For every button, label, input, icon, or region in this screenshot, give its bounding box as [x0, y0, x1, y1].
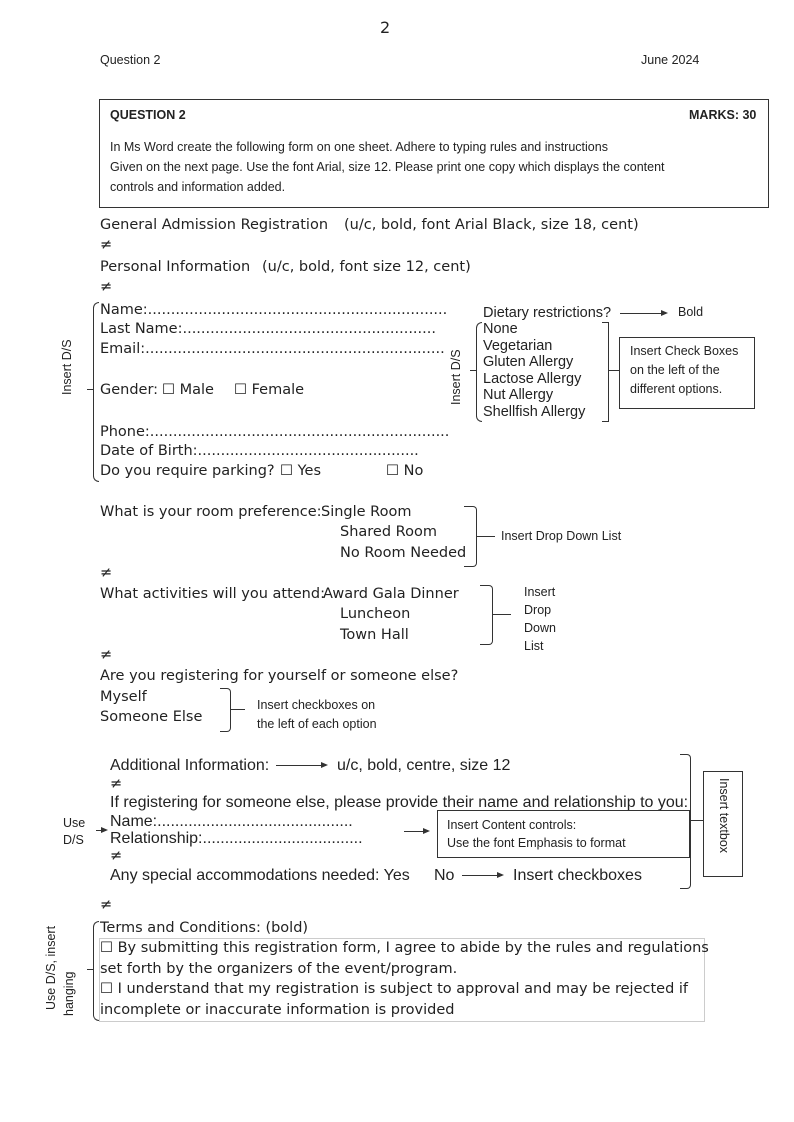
dietary-left-bracket: [476, 322, 482, 422]
accommodations-question: Any special accommodations needed: Yes: [110, 867, 410, 884]
dietary-note-line: Insert Check Boxes: [630, 344, 739, 358]
someone-else-question: If registering for someone else, please provide their name and relationship to you:: [110, 794, 689, 811]
room-note: Insert Drop Down List: [501, 529, 622, 543]
register-note-line: the left of each option: [257, 717, 377, 731]
dietary-option: Gluten Allergy: [483, 354, 574, 370]
textbox-bracket: [680, 754, 691, 889]
header-right: June 2024: [641, 53, 700, 67]
insert-ds-label-2: Insert D/S: [449, 349, 463, 405]
room-bracket: [464, 506, 477, 567]
terms-line: incomplete or inaccurate information is provided: [100, 1002, 455, 1018]
textbox-note: Insert textbox: [717, 778, 731, 854]
page-mark: 2: [380, 18, 391, 37]
parking-no-option: ☐ No: [386, 463, 424, 479]
question-marks: MARKS: 30: [689, 108, 757, 122]
accommodations-no: No: [434, 867, 455, 884]
dietary-option: Nut Allergy: [483, 387, 554, 403]
dietary-option: Shellfish Allergy: [483, 404, 586, 420]
room-option: Shared Room: [340, 524, 437, 540]
not-equal-mark: ≠: [100, 897, 113, 913]
additional-heading: Additional Information:: [110, 757, 270, 774]
arrow-icon: [404, 831, 428, 832]
last-name-field: Last Name:.......................................................: [100, 321, 436, 337]
not-equal-mark: ≠: [100, 565, 113, 581]
not-equal-mark: ≠: [110, 776, 123, 792]
register-bracket: [220, 688, 231, 732]
cc-note-line: Use the font Emphasis to format: [447, 836, 626, 850]
activities-bracket: [480, 585, 493, 645]
dietary-note-line: on the left of the: [630, 363, 720, 377]
bracket-tick: [231, 709, 245, 710]
terms-line: ☐ By submitting this registration form, I agree to abide by the rules and regulations: [100, 940, 709, 956]
instruction-line-1: In Ms Word create the following form on one sheet. Adhere to typing rules and instructions: [110, 140, 608, 154]
additional-heading-note: u/c, bold, centre, size 12: [337, 757, 511, 774]
arrow-icon: [96, 830, 106, 831]
question-title: QUESTION 2: [110, 108, 186, 122]
not-equal-mark: ≠: [110, 848, 123, 864]
register-option: Myself: [100, 689, 147, 705]
register-option: Someone Else: [100, 709, 203, 725]
email-field: Email:.................................................................: [100, 341, 445, 357]
parking-yes-option: ☐ Yes: [280, 463, 322, 479]
terms-line: ☐ I understand that my registration is subject to approval and may be rejected if: [100, 981, 689, 997]
not-equal-mark: ≠: [100, 237, 113, 253]
additional-relationship-field: Relationship:....................................: [110, 830, 363, 847]
personal-info-note: (u/c, bold, font size 12, cent): [262, 259, 471, 275]
register-note-line: Insert checkboxes on: [257, 698, 376, 712]
activities-question: What activities will you attend:: [100, 586, 325, 602]
room-option: Single Room: [321, 504, 412, 520]
parking-question: Do you require parking?: [100, 463, 275, 479]
bracket-tick: [691, 820, 703, 821]
room-question: What is your room preference:: [100, 504, 322, 520]
accommodations-note: Insert checkboxes: [513, 867, 642, 884]
form-title: General Admission Registration: [100, 217, 329, 233]
activities-note-line: Down: [524, 621, 556, 635]
bracket-tick: [87, 969, 94, 970]
gender-label: Gender:: [100, 382, 159, 398]
not-equal-mark: ≠: [100, 647, 113, 663]
gender-female-option: ☐ Female: [234, 382, 305, 398]
activities-note-line: Drop: [524, 603, 552, 617]
additional-name-field: Name:............................................: [110, 813, 353, 830]
ds-label: D/S: [63, 833, 84, 847]
left-bracket: [93, 302, 99, 482]
dietary-option: Lactose Allergy: [483, 371, 582, 387]
terms-line: set forth by the organizers of the event/program.: [100, 961, 458, 977]
terms-heading: Terms and Conditions: (bold): [100, 920, 309, 936]
personal-info-heading: Personal Information: [100, 259, 251, 275]
instruction-line-2: Given on the next page. Use the font Arial, size 12. Please print one copy which displays the content: [110, 160, 665, 174]
arrow-icon: [276, 765, 326, 766]
dietary-note-line: different options.: [630, 382, 723, 396]
cc-note-line: Insert Content controls:: [447, 818, 577, 832]
activity-option: Town Hall: [340, 627, 409, 643]
dietary-bold-note: Bold: [678, 305, 704, 319]
not-equal-mark: ≠: [100, 279, 113, 295]
insert-ds-label: Insert D/S: [60, 339, 74, 395]
dob-field: Date of Birth:................................................: [100, 443, 419, 459]
use-ds-hanging-label-2: hanging: [62, 971, 76, 1016]
bracket-tick: [477, 536, 495, 537]
gender-male-option: ☐ Male: [162, 382, 214, 398]
bracket-tick: [87, 389, 94, 390]
register-for-question: Are you registering for yourself or someone else?: [100, 668, 459, 684]
dietary-right-bracket: [602, 322, 609, 422]
use-label: Use: [63, 816, 86, 830]
header-left: Question 2: [100, 53, 161, 67]
arrow-icon: [462, 875, 502, 876]
room-option: No Room Needed: [340, 545, 467, 561]
bracket-tick: [493, 614, 511, 615]
bracket-tick: [470, 370, 477, 371]
phone-field: Phone:.................................................................: [100, 424, 450, 440]
arrow-icon: [620, 313, 666, 314]
bracket-tick: [608, 370, 619, 371]
dietary-option: None: [483, 321, 518, 337]
activity-option: Luncheon: [340, 606, 411, 622]
instruction-line-3: controls and information added.: [110, 180, 286, 194]
form-title-note: (u/c, bold, font Arial Black, size 18, cent): [344, 217, 639, 233]
dietary-heading: Dietary restrictions?: [483, 305, 612, 321]
activity-option: Award Gala Dinner: [323, 586, 459, 602]
name-field: Name:.................................................................: [100, 302, 448, 318]
activities-note-line: Insert: [524, 585, 556, 599]
activities-note-line: List: [524, 639, 544, 653]
use-ds-hanging-label-1: Use D/S, insert: [44, 925, 58, 1010]
dietary-option: Vegetarian: [483, 338, 553, 354]
